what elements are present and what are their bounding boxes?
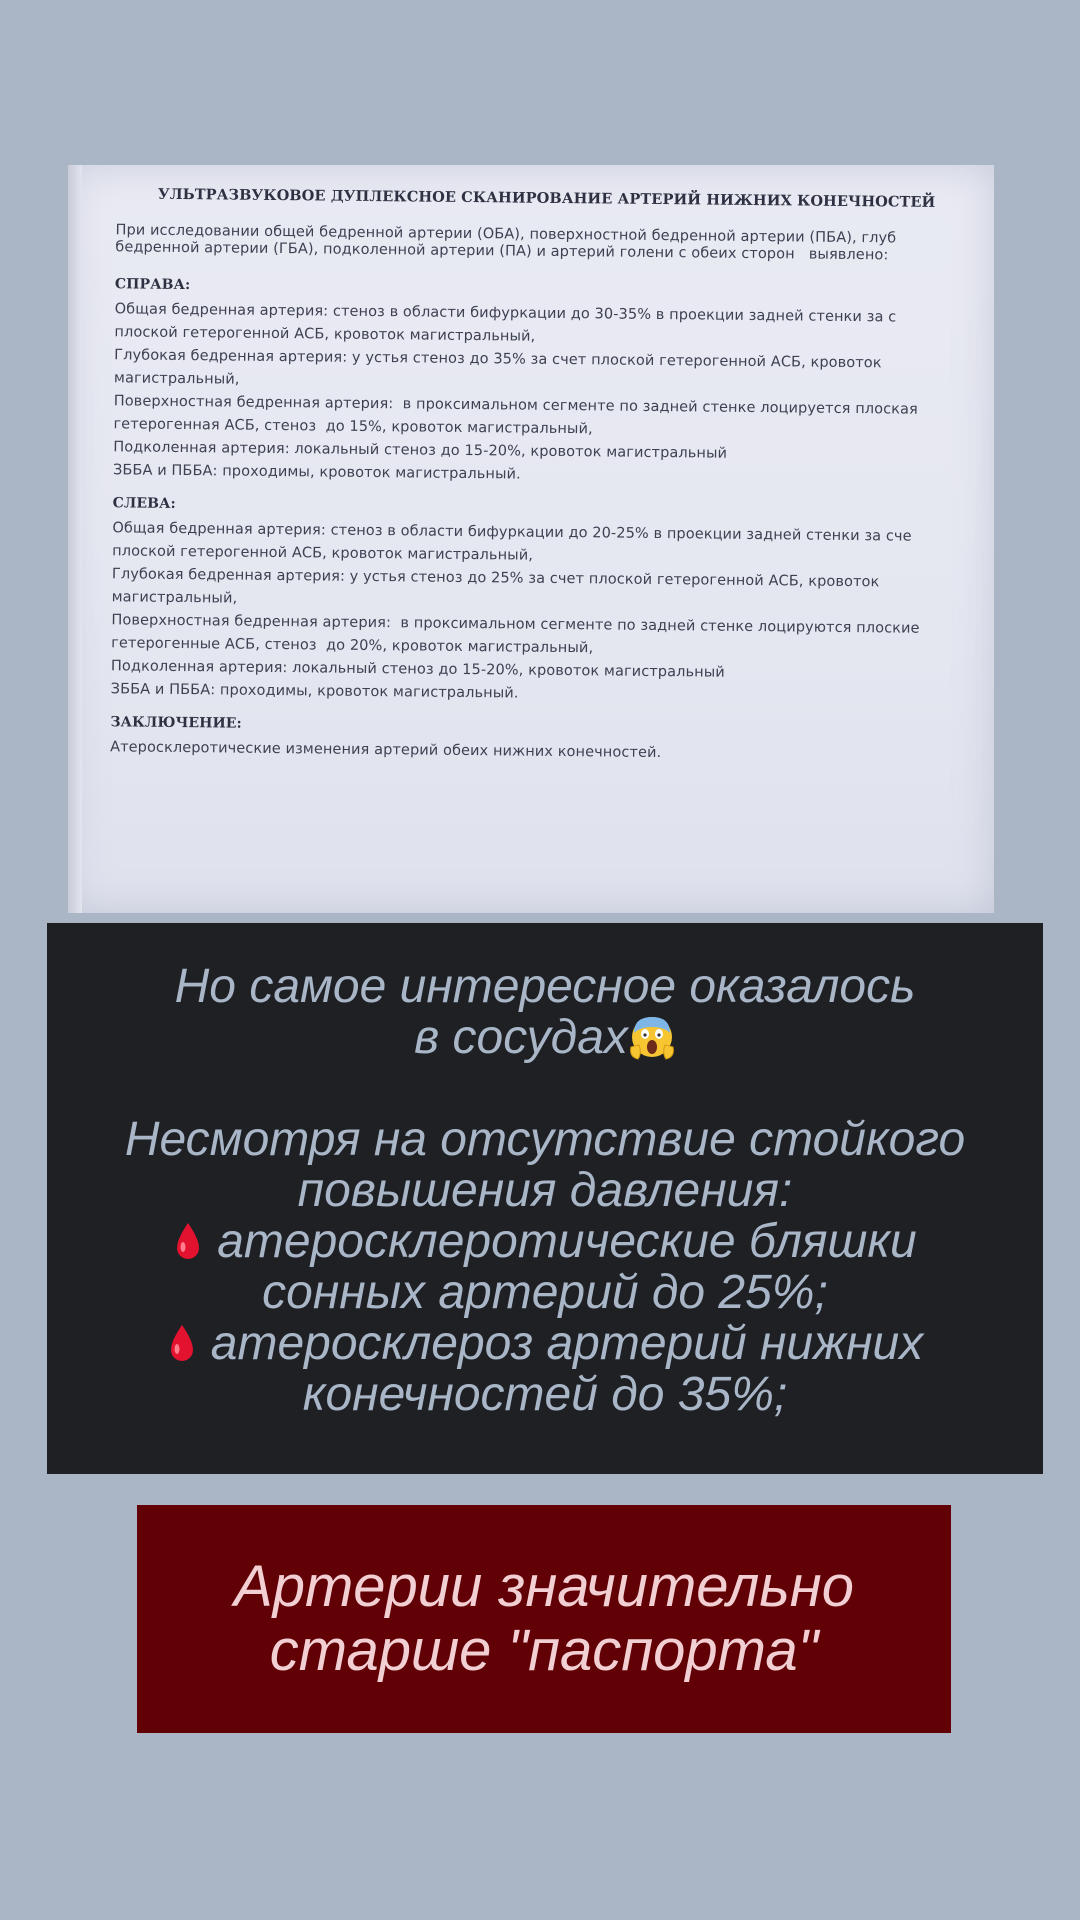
- caption-text: в сосудах: [414, 1011, 628, 1064]
- dark-caption-text: [47, 961, 1043, 1420]
- report-line: Поверхностная бедренная артерия: в проксимальном сегменте по задней стенке лоцируется плоская: [113, 393, 918, 418]
- caption-text: атеросклероз артерий нижних: [210, 1317, 924, 1370]
- report-page: [82, 185, 994, 782]
- dark-caption-box: [47, 923, 1043, 1474]
- report-line: Глубокая бедренная артерия: у устья стеноз до 35% за счет плоской гетерогенной АСБ, кровоток: [114, 347, 882, 372]
- report-line: гетерогенная АСБ, стеноз до 15%, кровоток магистральный,: [113, 416, 593, 438]
- report-line: гетерогенные АСБ, стеноз до 20%, кровоток магистральный,: [111, 635, 594, 657]
- report-title: УЛЬТРАЗВУКОВОЕ ДУПЛЕКСНОЕ СКАНИРОВАНИЕ АРТЕРИЙ НИЖНИХ КОНЕЧНОСТЕЙ: [157, 185, 936, 211]
- conclusion-text: Атеросклеротические изменения артерий обеих нижних конечностей.: [110, 739, 662, 762]
- report-line: Поверхностная бедренная артерия: в проксимальном сегменте по задней стенке лоцируются плоские: [111, 612, 920, 637]
- caption-line-with-drop: [47, 1216, 1043, 1267]
- blood-drop-icon: [173, 1221, 203, 1261]
- blood-drop-icon: [167, 1323, 197, 1363]
- section-heading-left: СЛЕВА:: [112, 495, 176, 512]
- report-line: магистральный,: [111, 589, 238, 607]
- report-intro-line: бедренной артерии (ГБА), подколенной артерии (ПА) и артерий голени с обеих сторон выявлено:: [115, 239, 889, 264]
- report-line: Общая бедренная артерия: стеноз в области бифуркации до 30-35% в проекции задней стенки за с: [114, 301, 897, 326]
- report-line: ЗББА и ПББА: проходимы, кровоток магистральный.: [112, 462, 521, 483]
- report-line: Подколенная артерия: локальный стеноз до 15-20%, кровоток магистральный: [113, 439, 728, 462]
- report-line: плоской гетерогенной АСБ, кровоток магистральный,: [112, 543, 534, 564]
- red-caption-text: [137, 1555, 951, 1683]
- section-heading-right: СПРАВА:: [114, 276, 191, 294]
- screaming-face-icon: [628, 1013, 676, 1061]
- spacer: [47, 1063, 1043, 1114]
- report-line: Глубокая бедренная артерия: у устья стеноз до 25% за счет плоской гетерогенной АСБ, кровоток: [111, 566, 880, 591]
- caption-line: конечностей до 35%;: [302, 1368, 788, 1421]
- caption-line-with-drop: [47, 1318, 1043, 1369]
- report-intro: [115, 222, 994, 266]
- caption-line: Но самое интересное оказалось: [174, 960, 916, 1013]
- report-section-right: [113, 276, 994, 489]
- report-line: Подколенная артерия: локальный стеноз до 15-20%, кровоток магистральный: [110, 658, 725, 681]
- report-line: магистральный,: [113, 370, 240, 388]
- ultrasound-report-photo: [68, 165, 994, 913]
- report-section-left: [111, 495, 994, 708]
- caption-line: Несмотря на отсутствие стойкого: [124, 1113, 966, 1166]
- report-section-conclusion: [110, 714, 994, 766]
- report-line: плоской гетерогенной АСБ, кровоток магистральный,: [114, 324, 536, 345]
- report-line: ЗББА и ПББА: проходимы, кровоток магистральный.: [110, 681, 519, 702]
- caption-text: атеросклеротические бляшки: [217, 1215, 917, 1268]
- red-caption-line: Артерии значительно: [234, 1554, 854, 1619]
- caption-line: повышения давления:: [297, 1164, 793, 1217]
- red-caption-box: [137, 1505, 951, 1733]
- section-heading-conclusion: ЗАКЛЮЧЕНИЕ:: [110, 714, 242, 732]
- caption-line-with-emoji: [47, 1012, 1043, 1063]
- report-intro-line: При исследовании общей бедренной артерии (ОБА), поверхностной бедренной артерии (ПБА), глуб: [115, 222, 897, 247]
- report-line: Общая бедренная артерия: стеноз в области бифуркации до 20-25% в проекции задней стенки за сче: [112, 520, 912, 545]
- caption-line: сонных артерий до 25%;: [262, 1266, 828, 1319]
- red-caption-line: старше "паспорта": [269, 1618, 819, 1683]
